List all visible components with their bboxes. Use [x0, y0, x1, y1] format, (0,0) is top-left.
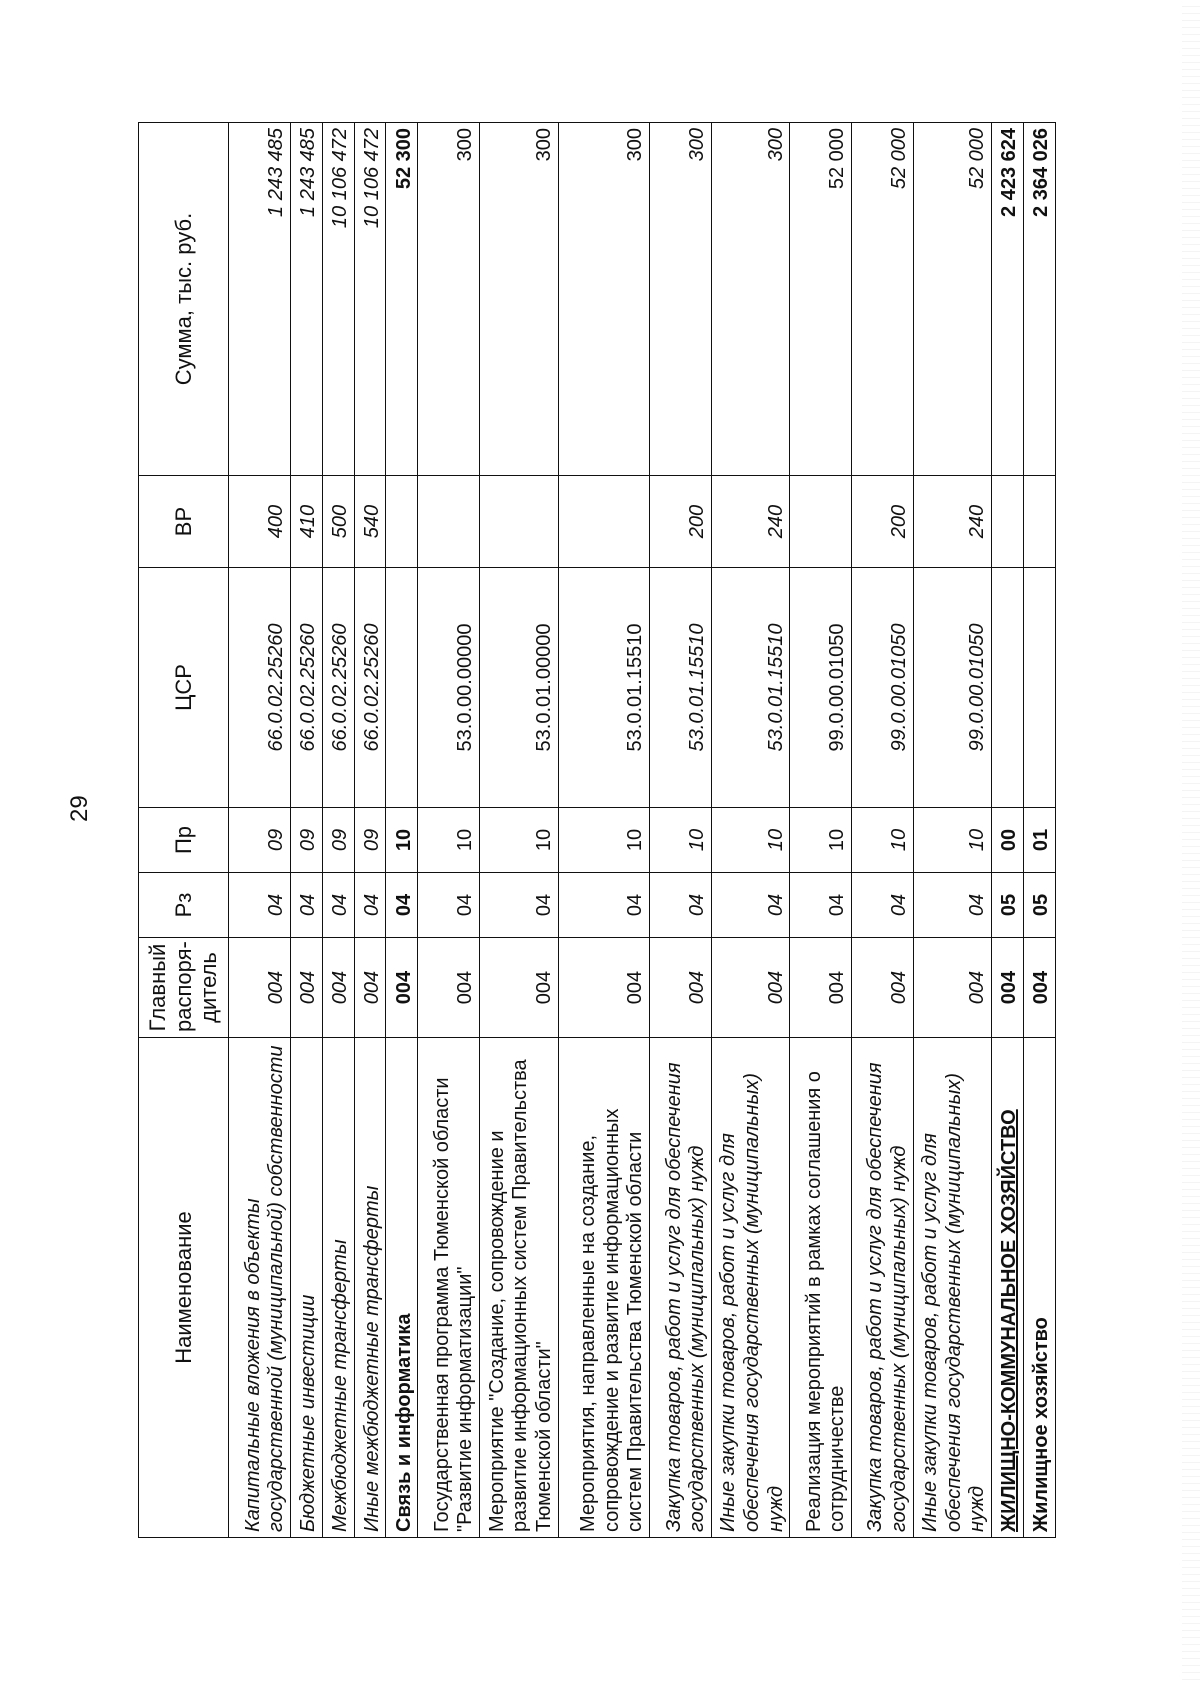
header-pr: Пр: [139, 808, 229, 873]
cell-pr: 10: [913, 808, 991, 873]
cell-pr: 10: [480, 808, 558, 873]
budget-table-container: [138, 123, 1056, 1538]
table-row: [418, 123, 480, 1538]
cell-main: 004: [711, 938, 789, 1038]
header-rz: Рз: [139, 873, 229, 938]
cell-pr: 09: [229, 808, 291, 873]
cell-main: 004: [354, 938, 386, 1038]
header-vr: ВР: [139, 476, 229, 568]
cell-main: 004: [386, 938, 418, 1038]
cell-main: 004: [290, 938, 322, 1038]
cell-rz: 04: [711, 873, 789, 938]
cell-csr: [386, 568, 418, 808]
table-row: [229, 123, 291, 1538]
cell-rz: 05: [1023, 873, 1055, 938]
header-name: Наименование: [139, 1038, 229, 1538]
cell-pr: 09: [290, 808, 322, 873]
table-row: [558, 123, 649, 1538]
cell-rz: 04: [558, 873, 649, 938]
cell-main: 004: [992, 938, 1024, 1038]
cell-name: Государственная программа Тюменской области "Развитие информатизации": [418, 1038, 480, 1538]
cell-csr: 53.0.01.15510: [711, 568, 789, 808]
cell-vr: 540: [354, 476, 386, 568]
cell-pr: 10: [650, 808, 712, 873]
table-row: [322, 123, 354, 1538]
cell-main: 004: [229, 938, 291, 1038]
table-row-section: [992, 123, 1024, 1538]
cell-vr: 200: [851, 476, 913, 568]
cell-main: 004: [558, 938, 649, 1038]
cell-sum: 1 243 485: [229, 123, 291, 476]
table-row: [711, 123, 789, 1538]
cell-rz: 04: [851, 873, 913, 938]
cell-csr: 53.0.01.00000: [480, 568, 558, 808]
cell-main: 004: [851, 938, 913, 1038]
cell-sum: 10 106 472: [354, 123, 386, 476]
cell-name: Мероприятие "Создание, сопровождение и развитие информационных систем Правительства Тюменской области": [480, 1038, 558, 1538]
cell-csr: 99.0.00.01050: [851, 568, 913, 808]
cell-rz: 04: [290, 873, 322, 938]
cell-main: 004: [790, 938, 852, 1038]
cell-rz: 04: [418, 873, 480, 938]
cell-name: Иные межбюджетные трансферты: [354, 1038, 386, 1538]
cell-main: 004: [418, 938, 480, 1038]
cell-pr: 10: [711, 808, 789, 873]
cell-rz: 04: [790, 873, 852, 938]
cell-vr: [480, 476, 558, 568]
cell-csr: 66.0.02.25260: [322, 568, 354, 808]
cell-name: Связь и информатика: [386, 1038, 418, 1538]
cell-csr: 66.0.02.25260: [354, 568, 386, 808]
cell-csr: 53.0.01.15510: [558, 568, 649, 808]
cell-name: Закупка товаров, работ и услуг для обеспечения государственных (муниципальных) нужд: [851, 1038, 913, 1538]
cell-vr: [1023, 476, 1055, 568]
cell-name: Закупка товаров, работ и услуг для обеспечения государственных (муниципальных) нужд: [650, 1038, 712, 1538]
table-row: [480, 123, 558, 1538]
cell-vr: 400: [229, 476, 291, 568]
cell-main: 004: [913, 938, 991, 1038]
cell-sum: 300: [480, 123, 558, 476]
cell-sum: 52 000: [913, 123, 991, 476]
header-sum: Сумма, тыс. руб.: [139, 123, 229, 476]
cell-name: Мероприятия, направленные на создание, сопровождение и развитие информационных систем Правительства Тюменской области: [558, 1038, 649, 1538]
table-row: [790, 123, 852, 1538]
cell-vr: 240: [711, 476, 789, 568]
table-row-section: [1023, 123, 1055, 1538]
cell-vr: [992, 476, 1024, 568]
cell-rz: 04: [322, 873, 354, 938]
cell-csr: 53.0.00.00000: [418, 568, 480, 808]
cell-rz: 04: [650, 873, 712, 938]
cell-name: Капитальные вложения в объекты государственной (муниципальной) собственности: [229, 1038, 291, 1538]
cell-main: 004: [322, 938, 354, 1038]
cell-rz: 04: [354, 873, 386, 938]
cell-csr: 53.0.01.15510: [650, 568, 712, 808]
cell-vr: 500: [322, 476, 354, 568]
table-row: [913, 123, 991, 1538]
scan-edge-noise: [1182, 0, 1200, 1686]
cell-vr: [558, 476, 649, 568]
cell-name: Межбюджетные трансферты: [322, 1038, 354, 1538]
cell-pr: 10: [790, 808, 852, 873]
cell-sum: 52 300: [386, 123, 418, 476]
header-main-manager: Главный распоря-дитель: [139, 938, 229, 1038]
cell-rz: 04: [480, 873, 558, 938]
cell-pr: 09: [322, 808, 354, 873]
cell-name: Иные закупки товаров, работ и услуг для обеспечения государственных (муниципальных) нужд: [913, 1038, 991, 1538]
table-row: [851, 123, 913, 1538]
table-row: [650, 123, 712, 1538]
cell-pr: 10: [386, 808, 418, 873]
header-row: [139, 123, 229, 1538]
cell-sum: 300: [558, 123, 649, 476]
cell-main: 004: [1023, 938, 1055, 1038]
budget-table: [138, 122, 1056, 1538]
cell-name: Жилищное хозяйство: [1023, 1038, 1055, 1538]
cell-sum: 52 000: [790, 123, 852, 476]
cell-name: [992, 1038, 1024, 1538]
cell-sum: 2 423 624: [992, 123, 1024, 476]
cell-name: Бюджетные инвестиции: [290, 1038, 322, 1538]
cell-sum: 300: [711, 123, 789, 476]
cell-main: 004: [480, 938, 558, 1038]
cell-vr: [418, 476, 480, 568]
cell-rz: 04: [913, 873, 991, 938]
cell-csr: 66.0.02.25260: [229, 568, 291, 808]
cell-sum: 2 364 026: [1023, 123, 1055, 476]
cell-vr: [386, 476, 418, 568]
cell-rz: 05: [992, 873, 1024, 938]
cell-pr: 00: [992, 808, 1024, 873]
cell-rz: 04: [229, 873, 291, 938]
cell-sum: 300: [650, 123, 712, 476]
cell-pr: 10: [418, 808, 480, 873]
cell-vr: 240: [913, 476, 991, 568]
cell-name: Иные закупки товаров, работ и услуг для обеспечения государственных (муниципальных) нужд: [711, 1038, 789, 1538]
cell-name: Реализация мероприятий в рамках соглашения о сотрудничестве: [790, 1038, 852, 1538]
cell-csr: 66.0.02.25260: [290, 568, 322, 808]
cell-pr: 10: [851, 808, 913, 873]
cell-csr: [992, 568, 1024, 808]
cell-csr: [1023, 568, 1055, 808]
cell-pr: 01: [1023, 808, 1055, 873]
cell-pr: 10: [558, 808, 649, 873]
page-number: 29: [66, 795, 93, 822]
table-row: [290, 123, 322, 1538]
cell-csr: 99.0.00.01050: [913, 568, 991, 808]
cell-vr: [790, 476, 852, 568]
header-csr: ЦСР: [139, 568, 229, 808]
table-row: [354, 123, 386, 1538]
cell-main: 004: [650, 938, 712, 1038]
cell-name-text: ЖИЛИЩНО-КОММУНАЛЬНОЕ ХОЗЯЙСТВО: [998, 1109, 1021, 1532]
cell-vr: 410: [290, 476, 322, 568]
cell-csr: 99.0.00.01050: [790, 568, 852, 808]
cell-sum: 10 106 472: [322, 123, 354, 476]
cell-pr: 09: [354, 808, 386, 873]
table-row-section: [386, 123, 418, 1538]
cell-rz: 04: [386, 873, 418, 938]
cell-sum: 52 000: [851, 123, 913, 476]
cell-sum: 300: [418, 123, 480, 476]
cell-vr: 200: [650, 476, 712, 568]
cell-sum: 1 243 485: [290, 123, 322, 476]
